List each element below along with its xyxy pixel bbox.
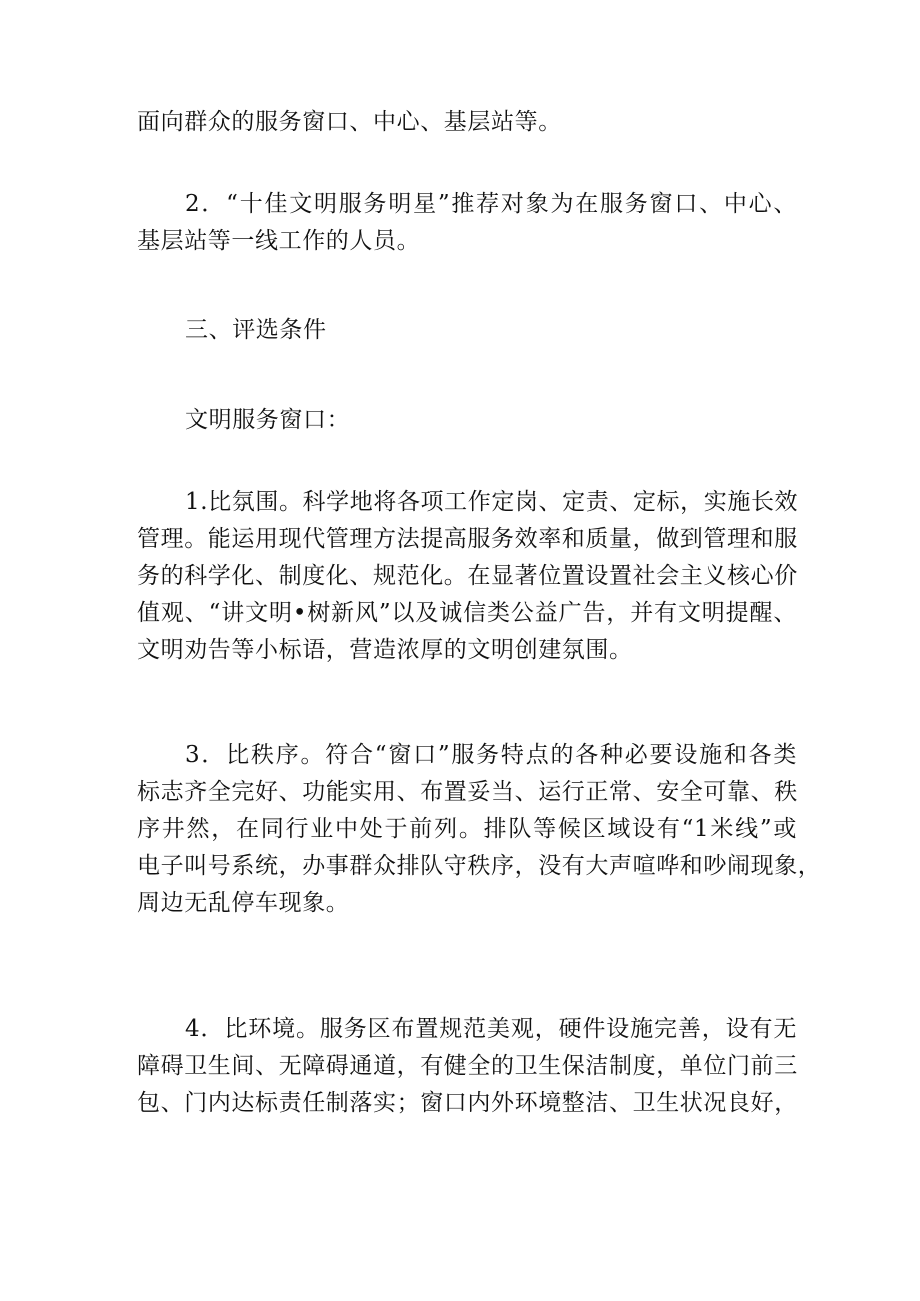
text-line: 2．“十佳文明服务明星”推荐对象为在服务窗口、中心、: [185, 191, 797, 217]
text-line: 标志齐全完好、功能实用、布置妥当、运行正常、安全可靠、秩: [137, 779, 798, 805]
section-heading-criteria: [137, 312, 797, 349]
text-line: 电子叫号系统，办事群众排队守秩序，没有大声喧哗和吵闹现象，: [137, 853, 822, 879]
text-line: 序井然，在同行业中处于前列。排队等候区域设有“1米线”或: [137, 816, 797, 842]
text-line: 文明劝告等小标语，营造浓厚的文明创建氛围。: [137, 637, 633, 663]
text-line: 3．比秩序。符合“窗口”服务特点的各种必要设施和各类: [185, 742, 797, 768]
text-line: 面向群众的服务窗口、中心、基层站等。: [137, 109, 562, 135]
text-line: 管理。能运用现代管理方法提高服务效率和质量，做到管理和服: [137, 526, 798, 552]
text-line: 1.比氛围。科学地将各项工作定岗、定责、定标，实施长效: [185, 489, 799, 515]
paragraph-atmosphere: [137, 484, 797, 669]
text-line: 文明服务窗口：: [185, 407, 351, 433]
subheading-service-window: [137, 402, 797, 439]
text-line: 三、评选条件: [185, 317, 327, 343]
paragraph-environment: [137, 1011, 797, 1122]
paragraph-scope-end: [137, 104, 797, 141]
text-line: 4．比环境。服务区布置规范美观，硬件设施完善，设有无: [185, 1016, 797, 1042]
text-line: 务的科学化、制度化、规范化。在显著位置设置社会主义核心价: [137, 563, 798, 589]
paragraph-star-nominee: [137, 186, 797, 260]
text-line: 包、门内达标责任制落实；窗口内外环境整洁、卫生状况良好，: [137, 1090, 798, 1116]
text-line: 障碍卫生间、无障碍通道，有健全的卫生保洁制度，单位门前三: [137, 1053, 798, 1079]
text-line: 值观、“讲文明•树新风”以及诚信类公益广告，并有文明提醒、: [137, 600, 797, 626]
text-line: 周边无乱停车现象。: [137, 890, 350, 916]
text-line: 基层站等一线工作的人员。: [137, 228, 421, 254]
paragraph-order: [137, 737, 822, 922]
